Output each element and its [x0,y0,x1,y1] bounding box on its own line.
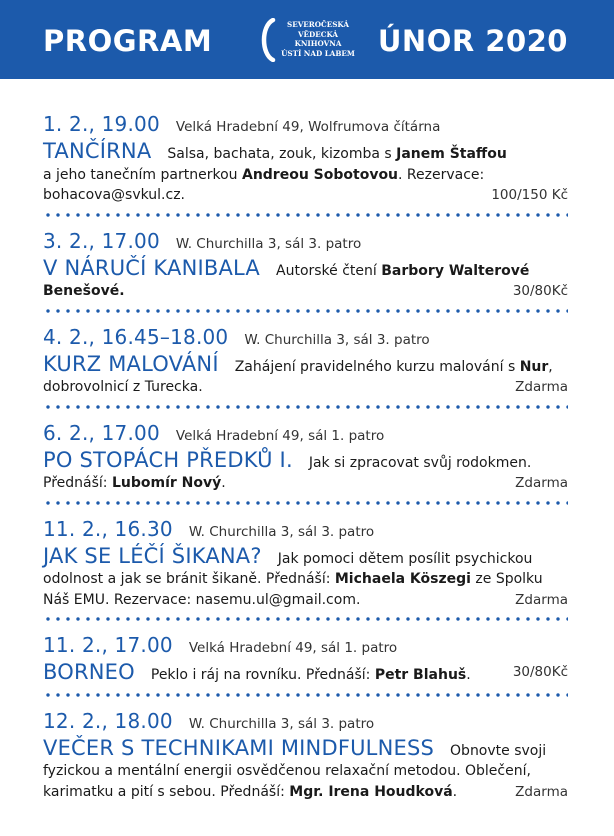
event-date: 4. 2., 16.45–18.00 [43,324,229,349]
desc-text: ze Spolku [470,571,543,587]
desc-bold: Petr Blahuš [374,667,467,683]
desc-text: Salsa, bachata, zouk, kizomba s [167,146,397,162]
dotted-divider [43,309,568,313]
event-tancirna [0,112,614,206]
event-place: Velká Hradební 49, sál 1. patro [188,640,398,656]
logo-arc-icon [257,18,277,62]
desc-text: fyzickou a mentální energii osvědčenou relaxační metodou. Oblečení, [43,763,531,779]
event-description [43,662,568,686]
event-description [43,351,568,398]
dotted-divider [43,405,568,409]
logo-line-3: KNIHOVNA [294,39,342,49]
event-jak-se-leci-sikana [0,517,614,611]
event-place: Velká Hradební 49, Wolfrumova čítárna [175,119,441,135]
event-title: JAK SE LÉČÍ ŠIKANA? [43,543,262,568]
desc-text: Jak si zpracovat svůj rodokmen. [308,454,532,471]
library-logo [257,18,357,62]
event-kanibala [0,229,614,302]
event-po-stopach-predku [0,421,614,494]
desc-text: . [452,783,458,800]
reservation-email: bohacova@svkul.cz. [43,187,185,203]
event-kurz-malovani [0,325,614,398]
event-place: W. Churchilla 3, sál 3. patro [188,715,375,732]
desc-text: Náš EMU. Rezervace: nasemu.ul@gmail.com. [43,591,361,608]
event-title: VEČER S TECHNIKAMI MINDFULNESS [43,735,435,760]
event-price: Zdarma [515,783,568,800]
desc-text: a jeho tanečním partnerkou [43,166,242,183]
event-place: Velká Hradební 49, sál 1. patro [175,427,385,444]
program-title: PROGRAM [43,24,213,58]
event-place: W. Churchilla 3, sál 3. patro [175,235,362,252]
dotted-divider [43,213,568,217]
event-title: PO STOPÁCH PŘEDKŮ I. [43,447,293,472]
logo-text [281,20,355,58]
desc-bold: Michaela Köszegi [334,571,471,587]
event-date: 11. 2., 17.00 [43,633,173,657]
event-date: 6. 2., 17.00 [43,420,160,445]
desc-text: Zahájení pravidelného kurzu malování s [234,358,520,375]
event-title: BORNEO [43,660,135,684]
event-place: W. Churchilla 3, sál 3. patro [244,331,430,348]
dotted-divider [43,693,568,697]
event-description [43,735,568,803]
event-title: V NÁRUČÍ KANIBALA [43,255,260,280]
desc-text: Přednáší: [43,475,112,491]
event-description [43,447,568,494]
event-price: 30/80Kč [512,664,568,680]
month-title: ÚNOR 2020 [377,24,568,58]
desc-text: Autorské čtení [276,262,382,279]
event-price: 30/80Kč [512,283,568,299]
dotted-divider [43,501,568,505]
desc-text: odolnost a jak se bránit šikaně. Přednáší: [43,571,335,587]
desc-text: . Rezervace: [398,166,485,183]
desc-text: Peklo i ráj na rovníku. Přednáší: [150,667,375,683]
desc-bold: Nur [519,358,549,375]
desc-text: . [466,667,471,683]
event-title: TANČÍRNA [43,139,152,163]
event-date: 1. 2., 19.00 [43,112,160,136]
header-bar [0,0,614,79]
desc-bold: Janem Štaffou [396,146,507,162]
event-date: 12. 2., 18.00 [43,708,173,733]
desc-text: Jak pomoci dětem posílit psychickou [277,550,533,567]
logo-line-4: ÚSTÍ NAD LABEM [281,48,355,58]
logo-line-2: VĚDECKÁ [297,29,339,39]
desc-text: Obnovte svoji [450,742,547,759]
desc-bold: Lubomír Nový [111,475,222,491]
event-list [0,112,614,802]
desc-text: dobrovolnicí z Turecka. [43,379,203,395]
event-date: 3. 2., 17.00 [43,228,160,253]
desc-bold: Barbory Walterové [381,262,530,279]
desc-bold: Mgr. Irena Houdková [289,783,453,800]
event-price: Zdarma [515,475,568,491]
event-date: 11. 2., 16.30 [43,516,173,541]
desc-text: , [548,358,553,375]
event-title: KURZ MALOVÁNÍ [43,351,219,376]
event-vecer-mindfulness [0,709,614,803]
event-price: 100/150 Kč [491,187,568,203]
logo-line-1: SEVEROČESKÁ [287,20,349,29]
event-place: W. Churchilla 3, sál 3. patro [188,523,375,540]
dotted-divider [43,617,568,621]
event-description [43,255,568,302]
event-description [43,543,568,611]
event-price: Zdarma [515,379,568,395]
desc-text: . [221,475,226,491]
desc-bold: Benešové. [43,283,125,299]
event-price: Zdarma [515,591,568,608]
event-description [43,141,568,206]
event-borneo [0,633,614,686]
desc-bold: Andreou Sobotovou [241,166,399,183]
desc-text: karimatku a pití s sebou. Přednáší: [43,783,290,800]
